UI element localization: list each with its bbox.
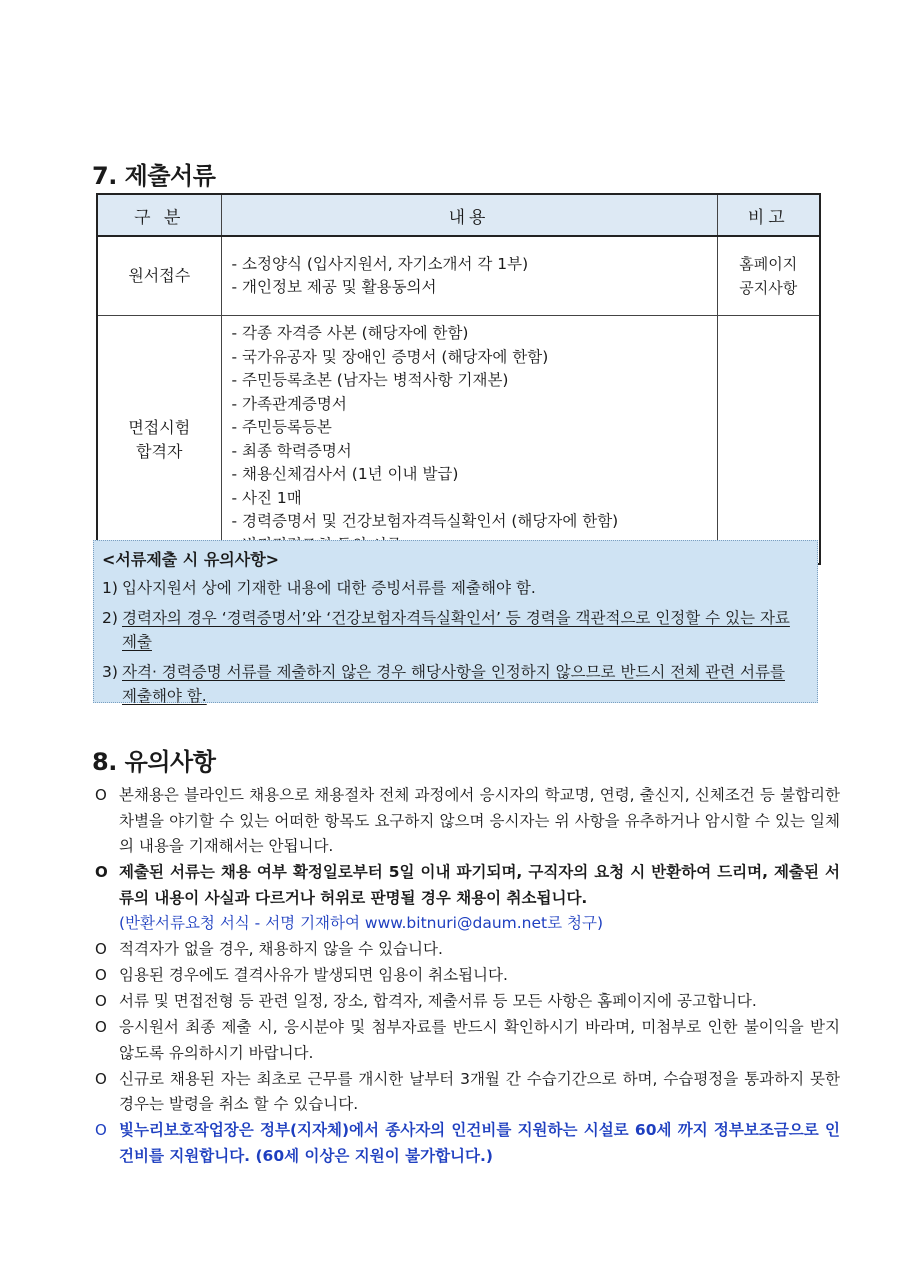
circle-bullet-icon: O (95, 992, 107, 1010)
list-item (95, 1118, 840, 1169)
list-item: - 소정양식 (입사지원서, 자기소개서 각 1부) (232, 253, 717, 277)
content-cell (221, 236, 717, 316)
circle-bullet-icon: O (95, 1069, 107, 1088)
list-item: - 국가유공자 및 장애인 증명서 (해당자에 한함) (232, 346, 717, 370)
category-cell (97, 316, 221, 565)
category-label: 면접시험 (128, 417, 191, 437)
section-8-title: 8. 유의사항 (92, 748, 216, 776)
circle-bullet-icon: O (95, 966, 107, 984)
document-list (232, 253, 717, 300)
header-content: 내용 (221, 194, 717, 236)
list-item: - 사진 1매 (232, 487, 717, 511)
note-text: 서류 및 면접전형 등 관련 일정, 장소, 합격자, 제출서류 등 모든 사항은 홈페이지에 공고합니다. (119, 992, 757, 1010)
list-item: - 가족관계증명서 (232, 393, 717, 417)
document-list (232, 322, 717, 557)
notice-title: <서류제출 시 유의사항> (102, 550, 280, 569)
remarks-line: 홈페이지 (739, 255, 798, 273)
note-text: 빛누리보호작업장은 정부(지자체)에서 종사자의 인건비를 지원하는 시설로 60세 까지 정부보조금으로 인건비를 지원합니다. (60세 이상은 지원이 불가합니다.) (119, 1121, 840, 1165)
list-item (95, 783, 840, 860)
list-item (95, 1015, 840, 1066)
header-category: 구 분 (97, 194, 221, 236)
notice-text: 자격· 경력증명 서류를 제출하지 않은 경우 해당사항을 인정하지 않으므로 반드시 전체 관련 서류를 제출해야 함. (122, 663, 785, 705)
return-request-note: (반환서류요청 서식 - 서명 기재하여 www.bitnuri@daum.net로 청구) (119, 914, 603, 932)
circle-bullet-icon: O (95, 940, 107, 958)
circle-bullet-icon: O (95, 1121, 107, 1139)
list-item: - 최종 학력증명서 (232, 440, 717, 464)
notice-number: 2) (102, 609, 118, 627)
list-item (95, 860, 840, 937)
remarks-cell (717, 316, 820, 565)
note-text: 신규로 채용된 자는 최초로 근무를 개시한 날부터 3개월 간 수습기간으로 하며, 수습평정을 통과하지 못한 경우는 발령을 취소 할 수 있습니다. (119, 1069, 840, 1113)
header-remarks: 비고 (717, 194, 820, 236)
note-text: 임용된 경우에도 결격사유가 발생되면 임용이 취소됩니다. (119, 966, 508, 984)
note-text: 적격자가 없을 경우, 채용하지 않을 수 있습니다. (119, 940, 443, 958)
list-item: - 각종 자격증 사본 (해당자에 한함) (232, 322, 717, 346)
list-item: - 주민등록초본 (남자는 병적사항 기재본) (232, 369, 717, 393)
list-item: - 경력증명서 및 건강보험자격득실확인서 (해당자에 한함) (232, 510, 717, 534)
table-header-row (97, 194, 820, 236)
note-main-text: 제출된 서류는 채용 여부 확정일로부터 5일 이내 파기되며, 구직자의 요청 시 반환하여 드리며, 제출된 서류의 내용이 사실과 다르거나 허위로 판명될 경우 채용이 취소됩니다. (119, 863, 840, 907)
notice-number: 3) (102, 663, 118, 681)
notice-item (102, 576, 803, 600)
notes-list (95, 783, 840, 1170)
category-label: 합격자 (136, 441, 183, 461)
note-text: 본채용은 블라인드 채용으로 채용절차 전체 과정에서 응시자의 학교명, 연령, 출신지, 신체조건 등 불합리한 차별을 야기할 수 있는 어떠한 항목도 요구하지 않으며 응시자는 위 사항을 유추하거나 암시할 수 있는 일체의 내용을 기재해서는 안됩니다. (119, 786, 840, 855)
note-text: 응시원서 최종 제출 시, 응시분야 및 첨부자료를 반드시 확인하시기 바라며, 미첨부로 인한 불이익을 받지 않도록 유의하시기 바랍니다. (119, 1018, 840, 1062)
list-item: - 주민등록등본 (232, 416, 717, 440)
circle-bullet-icon: O (95, 863, 108, 881)
list-item (95, 1067, 840, 1118)
remarks-line: 공지사항 (739, 279, 798, 297)
list-item (95, 937, 840, 963)
circle-bullet-icon: O (95, 786, 107, 804)
documents-table (96, 193, 821, 565)
notice-item (102, 660, 803, 708)
note-text (119, 860, 840, 937)
notice-text: 경력자의 경우 ‘경력증명서’와 ‘건강보험자격득실확인서’ 등 경력을 객관적으로 인정할 수 있는 자료 제출 (122, 609, 790, 651)
notice-number: 1) (102, 579, 118, 597)
circle-bullet-icon: O (95, 1018, 107, 1036)
notice-item (102, 606, 803, 654)
remarks-cell (717, 236, 820, 316)
notice-text: 입사지원서 상에 기재한 내용에 대한 증빙서류를 제출해야 함. (122, 579, 536, 597)
list-item: - 개인정보 제공 및 활용동의서 (232, 276, 717, 300)
table-row (97, 316, 820, 565)
category-label: 원서접수 (128, 266, 191, 285)
category-cell (97, 236, 221, 316)
section-7-title: 7. 제출서류 (92, 162, 216, 190)
list-item (95, 963, 840, 989)
submission-notice-box (93, 540, 818, 703)
list-item: - 채용신체검사서 (1년 이내 발급) (232, 463, 717, 487)
list-item (95, 989, 840, 1015)
content-cell (221, 316, 717, 565)
table-row (97, 236, 820, 316)
